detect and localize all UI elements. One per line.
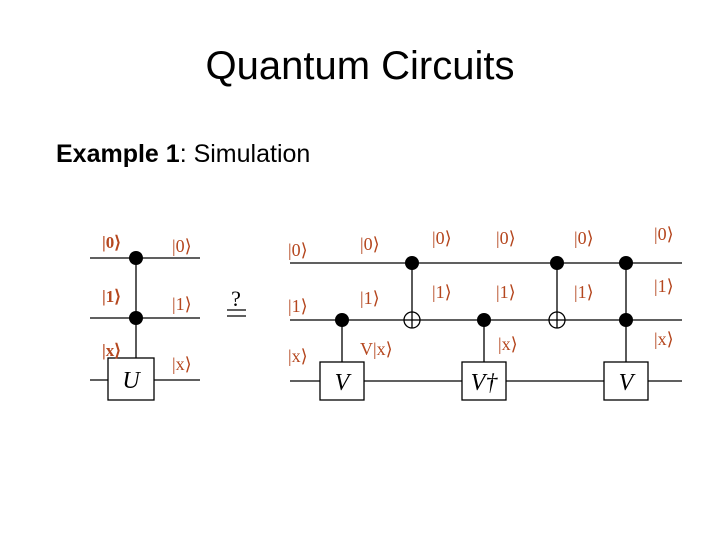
gate-v-label: V <box>334 370 350 396</box>
after-cnot2-label-2: |1⟩ <box>574 282 594 302</box>
right-input-label-2: |1⟩ <box>288 296 308 316</box>
cnot2-control-dot <box>550 256 564 270</box>
left-output-label-2: |1⟩ <box>172 294 192 314</box>
after-vdag-label-2: |1⟩ <box>496 282 516 302</box>
slide-title: Quantum Circuits <box>205 44 515 88</box>
subtitle-rest: : Simulation <box>179 140 311 168</box>
control-dot-v2-top <box>619 256 633 270</box>
after-cnot2-label-1: |0⟩ <box>574 228 594 248</box>
gate-vdag-label: V† <box>470 370 498 396</box>
control-dot-v2-mid <box>619 313 633 327</box>
control-dot-vdag <box>477 313 491 327</box>
left-input-label-1: |0⟩ <box>102 233 121 252</box>
after-cnot1-label-2: |1⟩ <box>432 282 452 302</box>
left-control-dot-1 <box>129 251 143 265</box>
right-output-label-2: |1⟩ <box>654 276 674 296</box>
after-v-label-1: |0⟩ <box>360 234 380 254</box>
right-output-label-3: |x⟩ <box>654 329 674 349</box>
after-cnot1-label-1: |0⟩ <box>432 228 452 248</box>
left-input-label-3: |x⟩ <box>102 341 121 360</box>
right-input-label-1: |0⟩ <box>288 240 308 260</box>
right-output-label-1: |0⟩ <box>654 224 674 244</box>
subtitle-bold: Example 1 <box>56 140 180 168</box>
after-vdag-label-1: |0⟩ <box>496 228 516 248</box>
after-vdag-label-3: |x⟩ <box>498 334 518 354</box>
left-output-label-1: |0⟩ <box>172 236 192 256</box>
equiv-question: ? <box>231 286 241 311</box>
gate-u-label: U <box>122 368 140 394</box>
control-dot-v1 <box>335 313 349 327</box>
after-v-label-3: V|x⟩ <box>360 339 393 359</box>
gate-v2-label: V <box>618 370 634 396</box>
left-output-label-3: |x⟩ <box>172 354 192 374</box>
cnot1-control-dot <box>405 256 419 270</box>
left-control-dot-2 <box>129 311 143 325</box>
right-input-label-3: |x⟩ <box>288 346 308 366</box>
after-v-label-2: |1⟩ <box>360 288 380 308</box>
left-input-label-2: |1⟩ <box>102 287 121 306</box>
